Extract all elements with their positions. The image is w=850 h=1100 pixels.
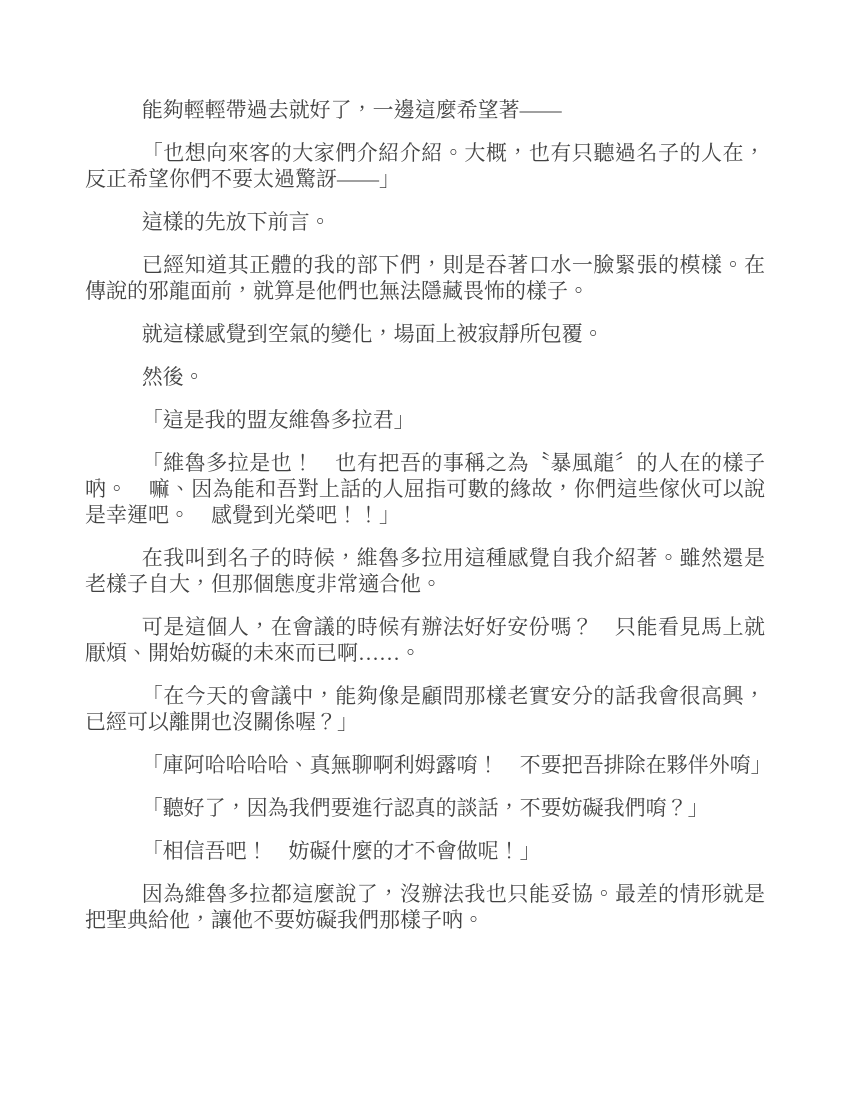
novel-text-content bbox=[85, 97, 772, 933]
paragraph: 因為維魯多拉都這麼說了，沒辦法我也只能妥協。最差的情形就是把聖典給他，讓他不要妨礙我們那樣子吶。 bbox=[85, 882, 765, 932]
paragraph: 能夠輕輕帶過去就好了，一邊這麼希望著—— bbox=[141, 98, 562, 122]
paragraph: 然後。 bbox=[141, 365, 205, 389]
paragraph: 可是這個人，在會議的時候有辦法好好安份嗎？ 只能看見馬上就厭煩、開始妨礙的未來而已啊……。 bbox=[85, 615, 765, 665]
paragraph: 「庫阿哈哈哈哈、真無聊啊利姆露唷！ 不要把吾排除在夥伴外唷」 bbox=[141, 753, 772, 777]
paragraph: 已經知道其正體的我的部下們，則是吞著口水一臉緊張的模樣。在傳說的邪龍面前，就算是他們也無法隱藏畏怖的樣子。 bbox=[85, 253, 765, 303]
paragraph: 「這是我的盟友維魯多拉君」 bbox=[141, 408, 415, 432]
paragraph: 「聽好了，因為我們要進行認真的談話，不要妨礙我們唷？」 bbox=[141, 796, 709, 820]
paragraph: 「維魯多拉是也！ 也有把吾的事稱之為〝暴風龍〞的人在的樣子吶。 嘛、因為能和吾對上話的人屈指可數的緣故，你們這些傢伙可以說是幸運吧。 感覺到光榮吧！！」 bbox=[85, 451, 765, 527]
paragraph: 「相信吾吧！ 妨礙什麼的才不會做呢！」 bbox=[141, 839, 541, 863]
paragraph: 這樣的先放下前言。 bbox=[141, 210, 331, 234]
paragraph: 在我叫到名子的時候，維魯多拉用這種感覺自我介紹著。雖然還是老樣子自大，但那個態度非常適合他。 bbox=[85, 546, 765, 596]
paragraph: 「在今天的會議中，能夠像是顧問那樣老實安分的話我會很高興，已經可以離開也沒關係喔？」 bbox=[85, 684, 765, 734]
paragraph: 就這樣感覺到空氣的變化，場面上被寂靜所包覆。 bbox=[141, 322, 604, 346]
paragraph: 「也想向來客的大家們介紹介紹。大概，也有只聽過名子的人在，反正希望你們不要太過驚訝——」 bbox=[85, 141, 765, 191]
